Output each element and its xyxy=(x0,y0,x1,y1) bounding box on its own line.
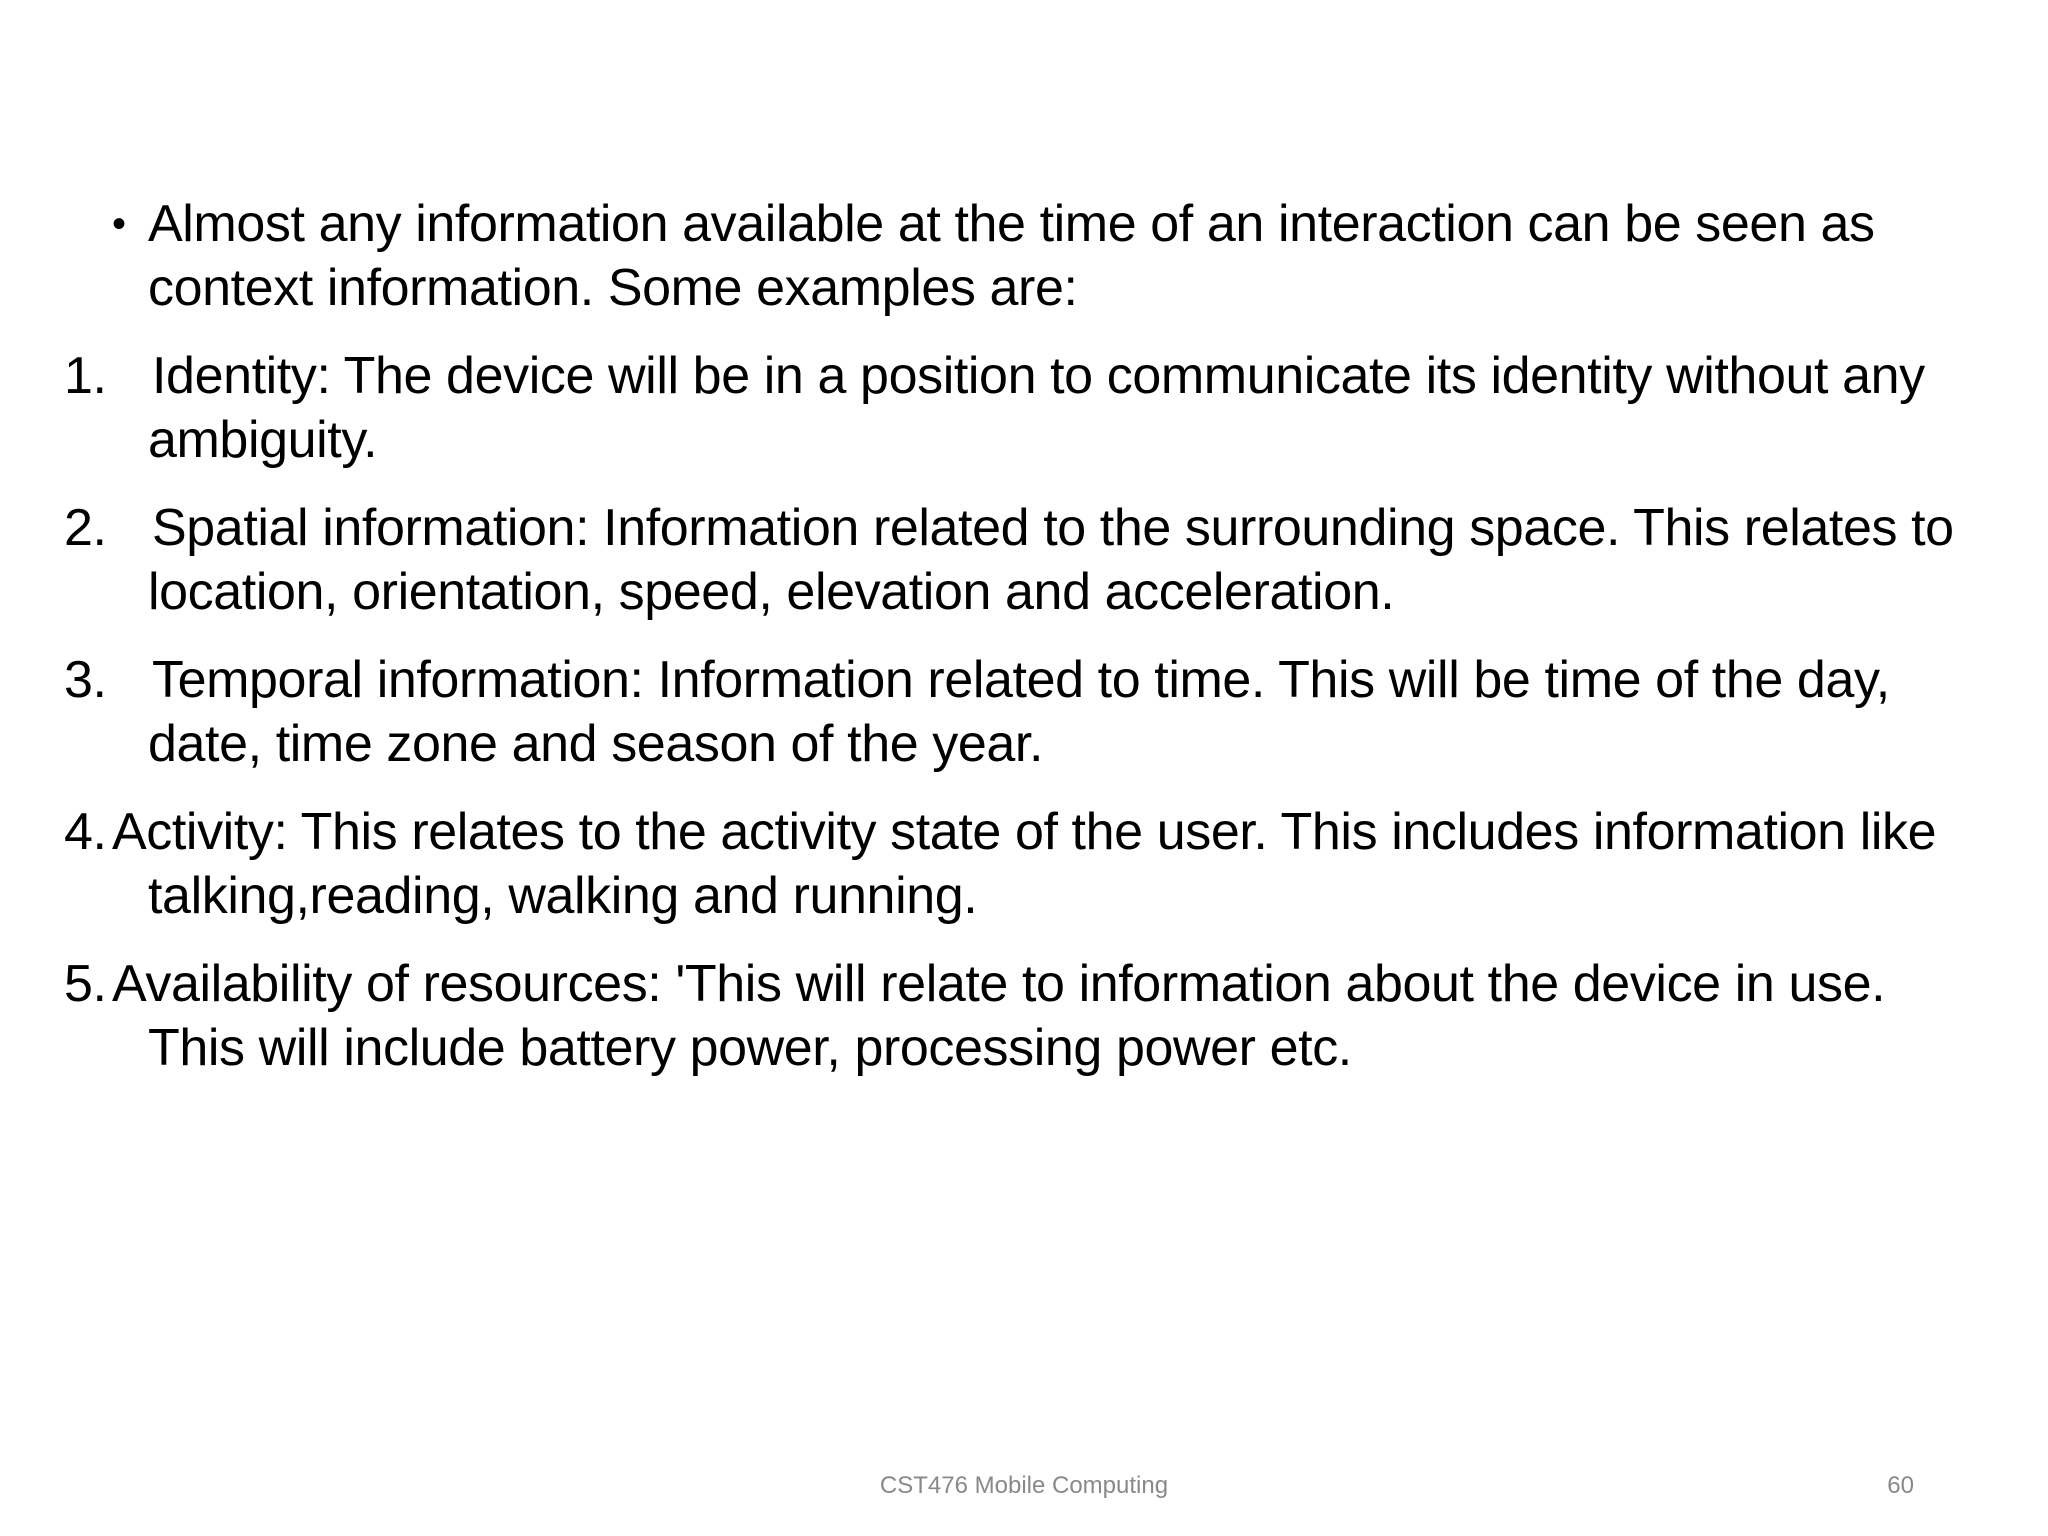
list-item-number: 1. xyxy=(64,347,135,405)
intro-bullet-text: Almost any information available at the time of an interaction can be seen as context information. Some examples are: xyxy=(148,195,1875,317)
list-item-text xyxy=(112,952,1986,1080)
list-item-text xyxy=(148,344,1986,472)
list-item-text-content: Activity: This relates to the activity state of the user. This includes information like talking,reading, walking and running. xyxy=(112,803,1937,925)
footer-title: CST476 Mobile Computing xyxy=(879,1472,1169,1499)
list-item-text xyxy=(148,496,1986,624)
list-item-number: 2. xyxy=(64,499,135,557)
list-item-text-content: Identity: The device will be in a position to communicate its identity without any ambiguity. xyxy=(148,347,1925,469)
list-item-text-content: Availability of resources: 'This will relate to information about the device in use. This will include battery power, processing power etc. xyxy=(112,955,1886,1077)
list-item-resources xyxy=(64,952,1986,1080)
intro-bullet xyxy=(106,192,1986,320)
list-item-temporal xyxy=(64,648,1986,776)
list-item-text-content: Temporal information: Information related to time. This will be time of the day, date, time zone and season of the year. xyxy=(148,651,1890,773)
slide-body xyxy=(64,192,1986,1104)
list-item-text xyxy=(112,800,1986,928)
list-item-text-content: Spatial information: Information related to the surrounding space. This relates to location, orientation, speed, elevation and acceleration. xyxy=(148,499,1954,621)
list-item-activity xyxy=(64,800,1986,928)
page-number: 60 xyxy=(1887,1472,1914,1499)
list-item-text xyxy=(148,648,1986,776)
list-item-number: 3. xyxy=(64,651,135,709)
list-item-spatial xyxy=(64,496,1986,624)
bullet-marker: • xyxy=(112,202,126,246)
list-item-number: 4. xyxy=(64,803,107,861)
list-item-identity xyxy=(64,344,1986,472)
list-item-number: 5. xyxy=(64,955,107,1013)
